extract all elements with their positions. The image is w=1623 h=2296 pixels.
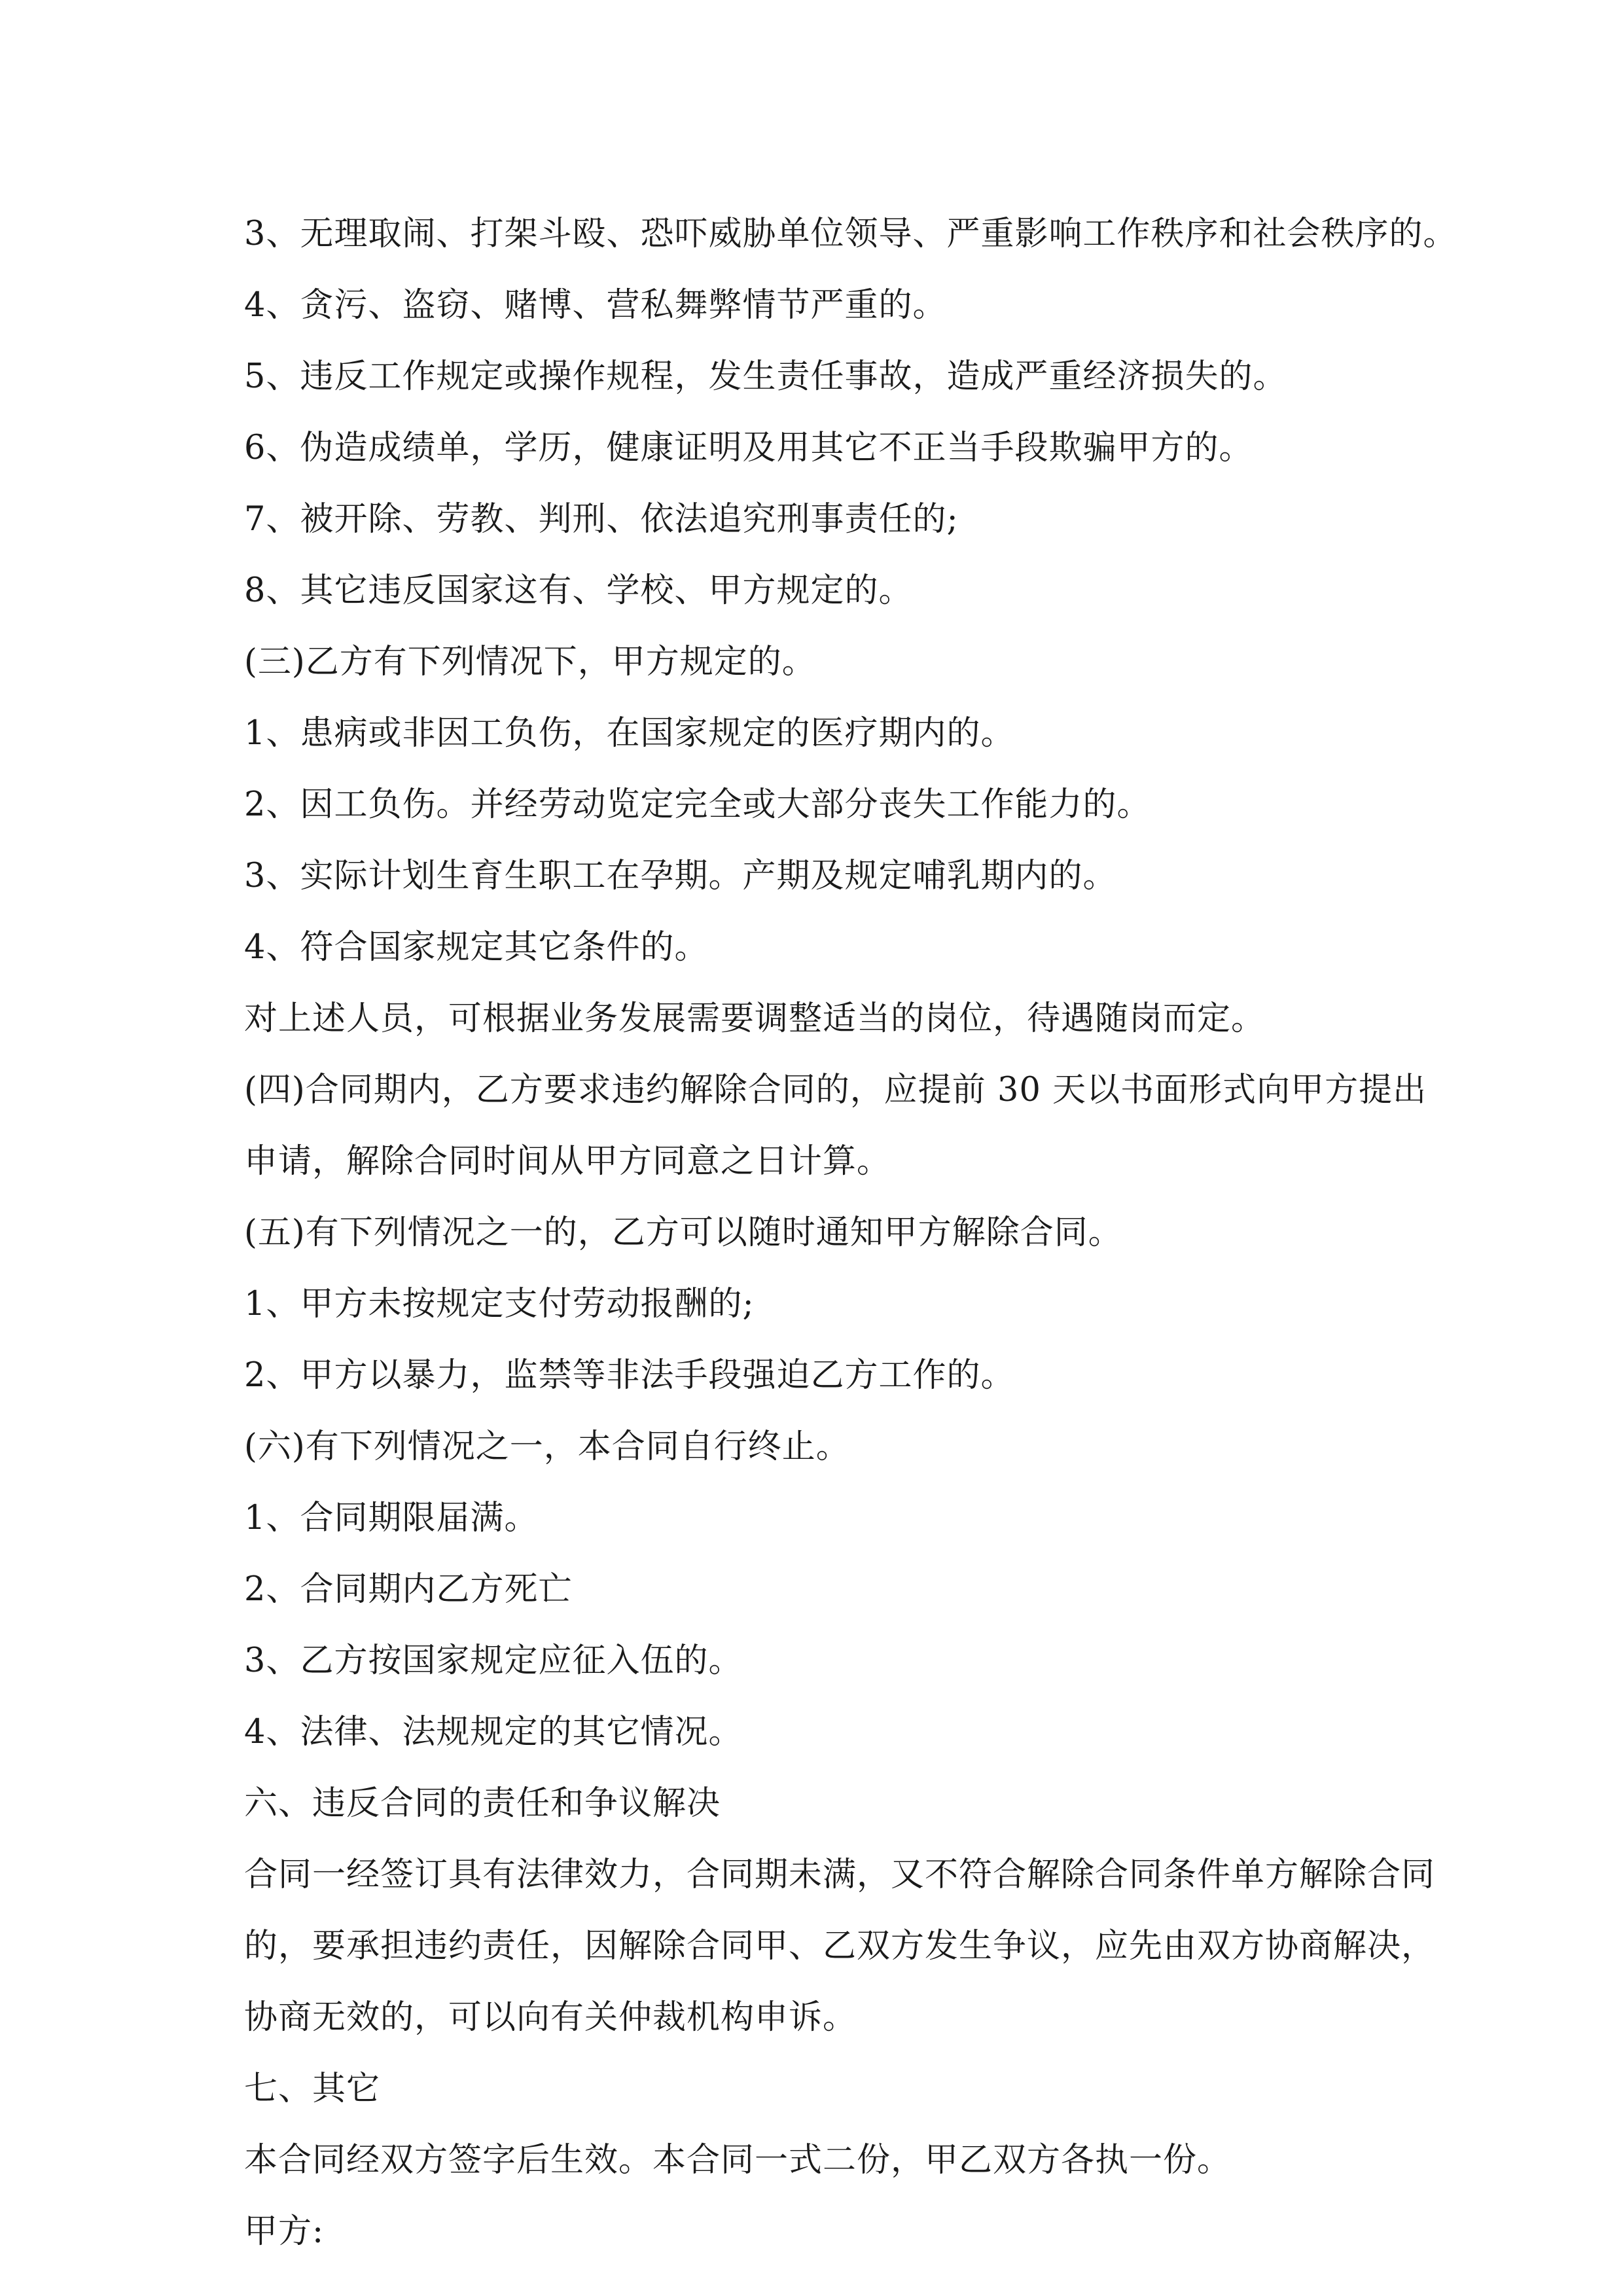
clause-line: 2、因工负伤。并经劳动览定完全或大部分丧失工作能力的。 [244,785,1151,824]
clause-line: 1、甲方未按规定支付劳动报酬的; [244,1285,755,1323]
subsection-heading: (六)有下列情况之一，本合同自行终止。 [244,1427,850,1466]
subsection-heading: (五)有下列情况之一的，乙方可以随时通知甲方解除合同。 [244,1213,1122,1252]
clause-line: 3、乙方按国家规定应征入伍的。 [244,1641,743,1680]
paragraph-line: 本合同经双方签字后生效。本合同一式二份，甲乙双方各执一份。 [244,2141,1232,2179]
paragraph-line: 对上述人员，可根据业务发展需要调整适当的岗位，待遇随岗而定。 [244,999,1266,1038]
clause-line: 4、符合国家规定其它条件的。 [244,928,709,967]
subsection-heading: (四)合同期内，乙方要求违约解除合同的，应提前 30 天以书面形式向甲方提出 [244,1071,1427,1109]
clause-line: 5、违反工作规定或操作规程，发生责任事故，造成严重经济损失的。 [244,357,1287,396]
clause-line: 3、实际计划生育生职工在孕期。产期及规定哺乳期内的。 [244,857,1117,895]
clause-line: 3、无理取闹、打架斗殴、恐吓威胁单位领导、严重影响工作秩序和社会秩序的。 [244,215,1457,253]
section-heading: 六、违反合同的责任和争议解决 [244,1784,721,1823]
paragraph-line: 协商无效的，可以向有关仲裁机构申诉。 [244,1998,857,2037]
clause-line: 2、合同期内乙方死亡 [244,1570,573,1609]
clause-line: 1、合同期限届满。 [244,1499,539,1537]
subsection-heading: (三)乙方有下列情况下，甲方规定的。 [244,643,816,681]
section-heading: 七、其它 [244,2070,381,2108]
paragraph-line: 合同一经签订具有法律效力，合同期未满，又不符合解除合同条件单方解除合同 [244,1856,1436,1894]
contract-body-text [244,198,1457,2267]
clause-line: 1、患病或非因工负伤，在国家规定的医疗期内的。 [244,714,1015,753]
clause-line: 4、贪污、盗窃、赌博、营私舞弊情节严重的。 [244,286,947,325]
paragraph-line: 申请，解除合同时间从甲方同意之日计算。 [244,1142,891,1181]
clause-line: 7、被开除、劳教、判刑、依法追究刑事责任的; [244,500,959,539]
clause-line: 8、其它违反国家这有、学校、甲方规定的。 [244,571,913,610]
clause-line: 2、甲方以暴力，监禁等非法手段强迫乙方工作的。 [244,1356,1015,1395]
clause-line: 4、法律、法规规定的其它情况。 [244,1713,743,1751]
paragraph-line: 的，要承担违约责任，因解除合同甲、乙双方发生争议，应先由双方协商解决， [244,1927,1436,1965]
signature-label-party-a: 甲方: [244,2212,325,2251]
clause-line: 6、伪造成绩单，学历，健康证明及用其它不正当手段欺骗甲方的。 [244,429,1253,467]
